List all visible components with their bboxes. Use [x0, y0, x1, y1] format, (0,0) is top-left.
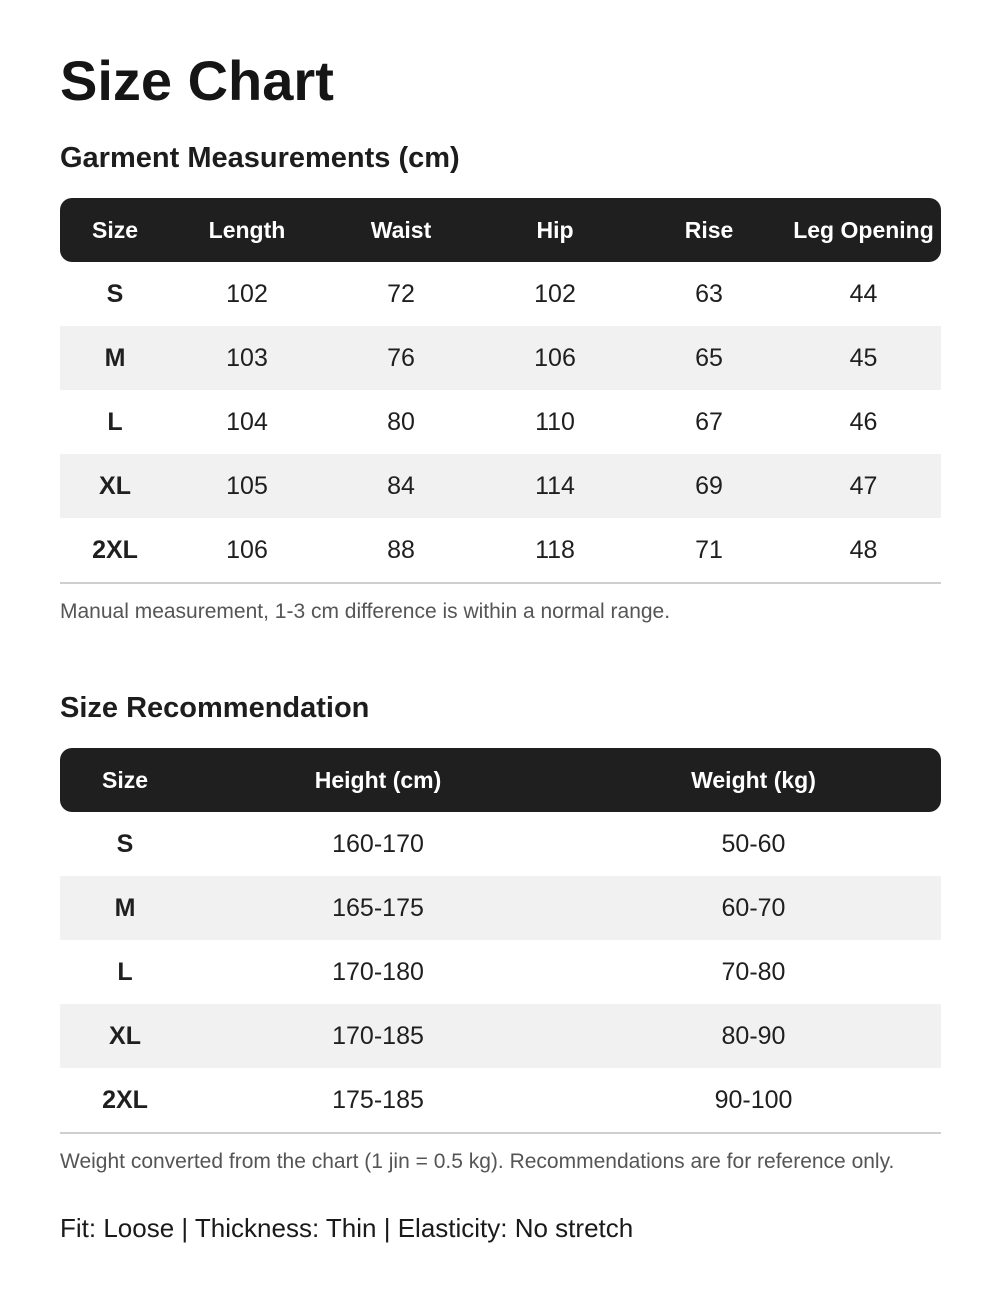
header-leg-opening: Leg Opening	[786, 198, 941, 262]
size-cell: M	[60, 326, 170, 390]
rise-cell: 65	[632, 326, 786, 390]
length-cell: 106	[170, 518, 324, 584]
table-row	[60, 390, 941, 454]
length-cell: 104	[226, 407, 268, 436]
header-rise: Rise	[632, 198, 786, 262]
table-row	[60, 518, 941, 584]
table-row	[60, 1068, 941, 1134]
length-cell: 103	[170, 326, 324, 390]
table-row	[60, 326, 941, 390]
height-cell: 170-185	[190, 1004, 566, 1068]
height-cell: 165-175	[190, 876, 566, 940]
size-cell: 2XL	[60, 518, 170, 584]
table-row	[60, 454, 941, 518]
size-cell: S	[116, 829, 134, 858]
waist-cell: 72	[387, 279, 415, 308]
length-cell: 105	[170, 454, 324, 518]
length-cell: 102	[226, 279, 268, 308]
size-cell: XL	[60, 1004, 190, 1068]
hip-cell: 118	[478, 518, 632, 584]
header-height: Height (cm)	[190, 748, 566, 812]
rise-cell: 69	[632, 454, 786, 518]
measurement-note: Manual measurement, 1-3 cm difference is within a normal range.	[60, 600, 671, 623]
table-row	[60, 940, 941, 1004]
rise-cell: 71	[632, 518, 786, 584]
weight-cell: 50-60	[721, 829, 786, 858]
table-row	[60, 876, 941, 940]
weight-cell: 80-90	[566, 1004, 941, 1068]
table-row	[60, 812, 941, 876]
recommendation-note: Weight converted from the chart (1 jin = 0.5 kg). Recommendations are for reference only.	[60, 1150, 895, 1173]
waist-cell: 84	[324, 454, 478, 518]
header-size: Size	[60, 198, 170, 262]
hip-cell: 102	[534, 279, 576, 308]
weight-cell: 70-80	[721, 957, 786, 986]
waist-cell: 76	[324, 326, 478, 390]
size-cell: 2XL	[60, 1068, 190, 1134]
garment-measurements-table	[60, 198, 941, 584]
height-cell: 175-185	[190, 1068, 566, 1134]
size-cell: M	[60, 876, 190, 940]
height-cell: 160-170	[332, 829, 424, 858]
leg-opening-cell: 46	[849, 407, 878, 436]
header-waist: Waist	[324, 198, 478, 262]
size-cell: S	[106, 279, 124, 308]
header-hip: Hip	[478, 198, 632, 262]
hip-cell: 106	[478, 326, 632, 390]
garment-measurements-title: Garment Measurements (cm)	[60, 142, 460, 174]
size-recommendation-title: Size Recommendation	[60, 692, 370, 724]
rise-cell: 63	[695, 279, 723, 308]
weight-cell: 60-70	[566, 876, 941, 940]
table-row	[60, 1004, 941, 1068]
fit-attributes: Fit: Loose | Thickness: Thin | Elasticity: No stretch	[60, 1213, 634, 1243]
page-title: Size Chart	[60, 49, 334, 112]
size-cell: XL	[60, 454, 170, 518]
hip-cell: 110	[535, 407, 575, 436]
waist-cell: 88	[324, 518, 478, 584]
leg-opening-cell: 45	[786, 326, 941, 390]
garment-header-row	[60, 198, 941, 262]
leg-opening-cell: 48	[786, 518, 941, 584]
waist-cell: 80	[387, 407, 415, 436]
weight-cell: 90-100	[566, 1068, 941, 1134]
leg-opening-cell: 47	[786, 454, 941, 518]
header-weight: Weight (kg)	[566, 748, 941, 812]
size-recommendation-table	[60, 748, 941, 1134]
size-cell: L	[117, 957, 133, 986]
height-cell: 170-180	[332, 957, 424, 986]
header-length: Length	[170, 198, 324, 262]
size-cell: L	[107, 407, 123, 436]
header-size: Size	[60, 748, 190, 812]
table-row	[60, 262, 941, 326]
rise-cell: 67	[695, 407, 723, 436]
hip-cell: 114	[478, 454, 632, 518]
recommendation-header-row	[60, 748, 941, 812]
leg-opening-cell: 44	[849, 279, 878, 308]
